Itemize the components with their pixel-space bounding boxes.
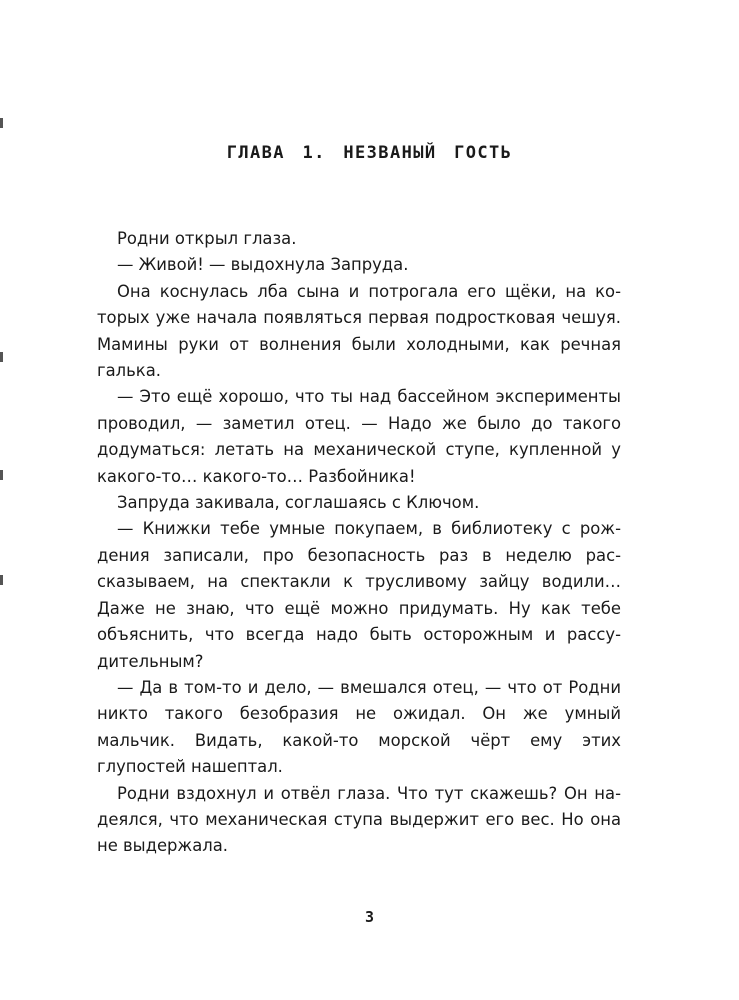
paragraph: — Живой! — выдохнула Запруда. <box>117 255 409 275</box>
paragraph: Запруда закивала, соглашаясь с Ключом. <box>117 493 480 513</box>
paragraph: Она коснулась лба сына и потрогала его щёки, на которых уже начала появляться первая подростковая чешуя. Мамины руки от волнения были холодными, как речная галька. <box>97 281 621 381</box>
page-edge-mark <box>0 118 3 128</box>
page-number: 3 <box>364 908 375 926</box>
page-edge-mark <box>0 352 3 362</box>
page-edge-mark <box>0 575 3 585</box>
paragraph: — Да в том-то и дело, — вмешался отец, — что от Родни никто такого безобразия не ожидал. Он же умный мальчик. Видать, какой-то морской чёрт ему этих глупостей нашептал. <box>97 677 621 777</box>
page-edge-mark <box>0 470 3 480</box>
paragraph: — Книжки тебе умные покупаем, в библиотеку с рождения записали, про безопасность раз в неделю рассказываем, на спектакли к трусливому зайцу водили… Даже не знаю, что ещё можно придумать. Ну как тебе объяснить, что всегда надо быть осторожным и рассудительным? <box>97 519 621 671</box>
chapter-text <box>97 226 621 860</box>
paragraph: Родни открыл глаза. <box>117 229 297 248</box>
paragraph: — Это ещё хорошо, что ты над бассейном эксперименты проводил, — заметил отец. — Надо же было до такого додуматься: летать на механической ступе, купленной у какого-то… какого-то… Разбойника! <box>97 387 621 486</box>
chapter-title: ГЛАВА 1. НЕЗВАНЫЙ ГОСТЬ <box>226 143 513 163</box>
paragraph: Родни вздохнул и отвёл глаза. Что тут скажешь? Он надеялся, что механическая ступа выдержит его вес. Но она не выдержала. <box>97 783 621 856</box>
